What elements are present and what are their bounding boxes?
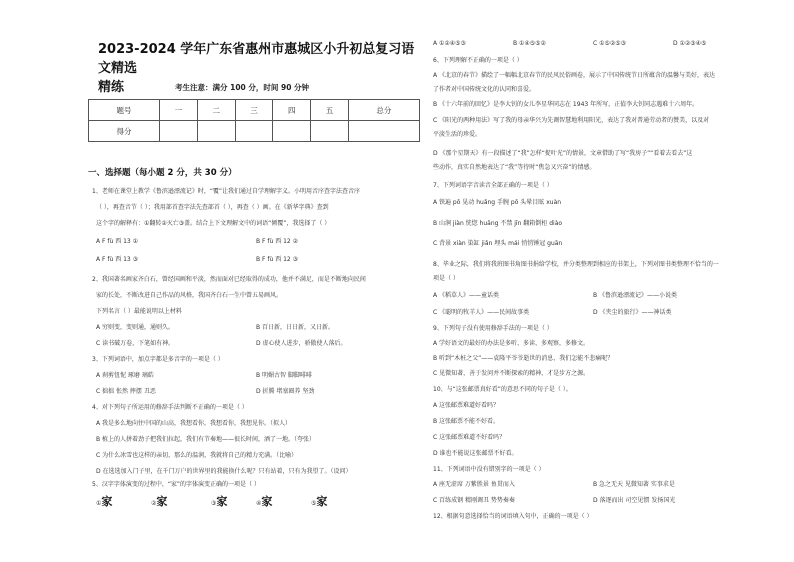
q6-option[interactable]: B 《十六年前的回忆》是李大钊的女儿李星华同志在 1943 年所写，正值李大钊同志遇难十六周年。 bbox=[433, 101, 699, 108]
q11-line: 11、下列词语中没有错别字的一项是（ ） bbox=[433, 466, 545, 473]
q8-option[interactable]: D 《夹尘的旅行》——神话类 bbox=[593, 309, 672, 316]
score-cell: 二 bbox=[197, 100, 235, 121]
q10-option[interactable]: A 这张邮票难道好看吗？ bbox=[433, 402, 500, 409]
score-cell: 题号 bbox=[89, 100, 160, 121]
q5-option[interactable]: B ①④⑤⑤② bbox=[513, 40, 546, 47]
q9-line: 9、下列句子没有使用修辞手法的一项是（ ） bbox=[433, 325, 553, 332]
q7-line: 7、下列词语字音读音全部正确的一项是（ ） bbox=[433, 182, 553, 189]
q2-option[interactable]: A 穷则变，变则通，通则久。 bbox=[96, 324, 175, 331]
q4-line: 4、对下列句子所运用的修辞手法判断不正确的一项是（ ） bbox=[92, 404, 248, 411]
q4-option[interactable]: A 我是多么地向往中国的山高，我想看你，我想看你，我想见你。（拟人） bbox=[96, 420, 292, 427]
title-line-2: 精练 bbox=[98, 80, 125, 95]
glyph-option[interactable] bbox=[96, 493, 112, 509]
q2-line: 2、我国著名画家齐白石，曾经国画和平淡，然而面对已经取得的成功，他并不满足，而是不断地向民间 bbox=[92, 276, 366, 283]
q10-option[interactable]: B 这张邮票不能不好看。 bbox=[433, 418, 500, 425]
q6-option-cont: 平淡生活的珍爱。 bbox=[433, 131, 482, 138]
score-cell: 总分 bbox=[348, 100, 419, 121]
q11-option[interactable]: A 座无虚席 万紫胜景 鱼贯而入 bbox=[433, 481, 515, 488]
glyph-character: 家 bbox=[216, 495, 228, 508]
q4-option[interactable]: B 植上的人拼着劲子把我们拉起，我们有节奏地——很长时间，酒了一地。（夸张） bbox=[96, 436, 316, 443]
q1-line: 1、老师在课堂上教学《鲁滨逊漂流记》时，“覆”让我们通过自学理解字义。小明用音序查字法查音序 bbox=[92, 188, 361, 195]
score-cell[interactable] bbox=[311, 121, 349, 142]
q2-line: 家的长处，不断改进自己作品的风格，我国齐白石一生中曾五易画风。 bbox=[96, 292, 283, 299]
glyph-number: ① bbox=[96, 500, 102, 507]
glyph-option[interactable] bbox=[211, 493, 227, 509]
glyph-number: ③ bbox=[211, 500, 217, 507]
score-table-score-row bbox=[89, 121, 420, 142]
q9-option[interactable]: C 见微知著，善于发问并不断探索的精神，才是步方之源。 bbox=[433, 370, 590, 377]
q5-option[interactable]: C ①⑤②⑤③ bbox=[593, 40, 626, 47]
q6-option[interactable]: A 《北京的春节》描绘了一幅幅北京春节的民风民俗画卷，展示了中国传统节日所蕴含的温馨与美好，表达 bbox=[433, 72, 716, 79]
q8-option[interactable]: A 《稻草人》——童话类 bbox=[433, 292, 500, 299]
score-cell[interactable] bbox=[273, 121, 311, 142]
glyph-character: 家 bbox=[316, 495, 328, 508]
q3-option[interactable]: D 折腾 堵塞圈养 坚劲 bbox=[256, 388, 315, 395]
q10-option[interactable]: C 这张邮票难道不好看吗？ bbox=[433, 434, 506, 441]
q1-line: 这个字的解释有：①翻转②灭亡③盖。结合上下文理解文中的词语“倾覆”，我选择了（ ） bbox=[96, 220, 331, 227]
glyph-number: ⑤ bbox=[311, 500, 317, 507]
score-cell: 一 bbox=[160, 100, 198, 121]
q3-line: 3、下列词语中，加点字都是多音字的一项是（ ） bbox=[92, 356, 224, 363]
q6-option-cont: 些动作，真实自然地表达了“我”等待时“焦急又兴奋”的情感。 bbox=[433, 164, 596, 171]
q9-option[interactable]: A 学好语文的最好的办法是多听、多读、多观察，多修文。 bbox=[433, 340, 590, 347]
score-cell[interactable] bbox=[160, 121, 198, 142]
glyph-option[interactable] bbox=[151, 493, 167, 509]
section-heading: 一、选择题（每小题 2 分，共 30 分） bbox=[88, 168, 237, 178]
score-cell[interactable] bbox=[235, 121, 273, 142]
q5-line: 5、汉字字体演变的过程中，“家”的字体演变正确的一项是（ ） bbox=[92, 481, 260, 488]
exam-notice: 考生注意：满分 100 分，时间 90 分钟 bbox=[175, 83, 310, 92]
q2-option[interactable]: B 百日新，日日新，又日新。 bbox=[256, 324, 335, 331]
score-cell: 四 bbox=[273, 100, 311, 121]
title-line-1: 2023-2024 学年广东省惠州市惠城区小升初总复习语文精选 bbox=[98, 42, 415, 76]
glyph-character: 家 bbox=[261, 495, 273, 508]
glyph-number: ④ bbox=[256, 500, 262, 507]
q1-option[interactable]: B F fù 西 12 ② bbox=[256, 238, 299, 245]
score-cell: 三 bbox=[235, 100, 273, 121]
q6-option-cont: 了作者对中国传统文化的认同和喜爱。 bbox=[433, 86, 536, 93]
q5-glyph-row bbox=[96, 493, 416, 513]
q6-line: 6、下列理解不正确的一项是（ ） bbox=[433, 57, 523, 64]
q5-option[interactable]: A ①②④⑤③ bbox=[433, 40, 466, 47]
q5-option[interactable]: D ①②③④⑤ bbox=[673, 40, 707, 47]
q7-option[interactable]: A 铁遍 pō 晃动 huǎng 手腕 pō 头晕目眩 xuàn bbox=[433, 199, 562, 206]
glyph-character: 家 bbox=[101, 495, 113, 508]
q3-option[interactable]: C 拙拙 怅然 摔摆 丑恶 bbox=[96, 388, 156, 395]
q12-line: 12、根据句意选择恰当的词语填入句中，正确的一项是（ ） bbox=[433, 513, 593, 520]
q6-option[interactable]: C 《阳光的两种用法》写了我的母亲华兴为先调智慧地利用阳光，表达了我对普通劳动者的赞美，以及对 bbox=[433, 117, 710, 124]
q8-line: 8、毕业之际，我们将我班图书角图书捐给学校，并分类整理到相应的书架上，下列对图书类整理不恰当的一 bbox=[433, 261, 719, 268]
score-cell[interactable] bbox=[348, 121, 419, 142]
q4-option[interactable]: C 为什么冰雪也这样的亲切，那么的温润，我就将自己的精力充满。（比喻） bbox=[96, 452, 298, 459]
score-table bbox=[88, 99, 420, 142]
q8-line: 项是（ ） bbox=[433, 275, 459, 282]
q7-option[interactable]: B 山涧 jiàn 恍惚 huāng 不禁 jīn 翻箱倒柜 diào bbox=[433, 220, 563, 227]
q1-option[interactable]: B F fù 西 12 ③ bbox=[256, 256, 299, 263]
q11-option[interactable]: B 急之无天 见微知著 实事求是 bbox=[593, 481, 675, 488]
q3-option[interactable]: A 刹剪忸怩 琢磨 璃皓 bbox=[96, 372, 154, 379]
q6-option[interactable]: D 《那个星期天》有一段描述了“我”怎样“捉叶光”的情景，文章借助了写“我房子”“看着去看去”这 bbox=[433, 150, 693, 157]
q10-option[interactable]: D 谁也不能说这张邮票不好看。 bbox=[433, 450, 518, 457]
q8-option[interactable]: B 《鲁滨逊漂流记》——小说类 bbox=[593, 292, 678, 299]
q11-option[interactable]: C 百练成钢 精刚调丑 势势奏奏 bbox=[433, 497, 515, 504]
q3-option[interactable]: B 明媚古智 脚脚啡啡 bbox=[256, 372, 312, 379]
q9-option[interactable]: B 听到“木桩之父”——袁隆平爷爷逝世的消息，我们怎能不悲痛呢？ bbox=[433, 355, 614, 362]
q4-option[interactable]: D 在选选加入门子里，在千门万户的世界里的我能换什么呢？只有站着，只有为我望了。（设问） bbox=[96, 468, 352, 475]
score-table-header-row bbox=[89, 100, 420, 121]
q11-option[interactable]: D 落逐而出 司空见惯 发扬国光 bbox=[593, 497, 676, 504]
q8-option[interactable]: C 《聪明的牧羊人》——民间故事类 bbox=[433, 309, 530, 316]
score-cell[interactable] bbox=[197, 121, 235, 142]
q2-line: 下列名言（ ）最能说明以上材料 bbox=[96, 308, 182, 315]
q1-option[interactable]: A F fù 西 13 ③ bbox=[96, 256, 139, 263]
q10-line: 10、与“这张邮票真好看”的意思不同的句子是（ ）。 bbox=[433, 386, 572, 393]
score-cell: 五 bbox=[311, 100, 349, 121]
glyph-option[interactable] bbox=[256, 493, 272, 509]
q2-option[interactable]: D 虚心使人进步，骄傲使人落后。 bbox=[256, 340, 347, 347]
q1-option[interactable]: A F fù 西 13 ① bbox=[96, 238, 139, 245]
glyph-number: ② bbox=[151, 500, 157, 507]
q2-option[interactable]: C 读书破万卷，下笔如有神。 bbox=[96, 340, 175, 347]
q1-line: （ ），再查音节（ ）；我用部首查字法先查部首（ ），再查（ ）画。在《新华字典》查到 bbox=[96, 204, 329, 211]
glyph-character: 家 bbox=[156, 495, 168, 508]
score-cell: 得分 bbox=[89, 121, 160, 142]
glyph-option[interactable] bbox=[311, 493, 327, 509]
q7-option[interactable]: C 背景 xiàn 染缸 jiǎn 埋头 mái 悄悄锤冠 guān bbox=[433, 240, 563, 247]
